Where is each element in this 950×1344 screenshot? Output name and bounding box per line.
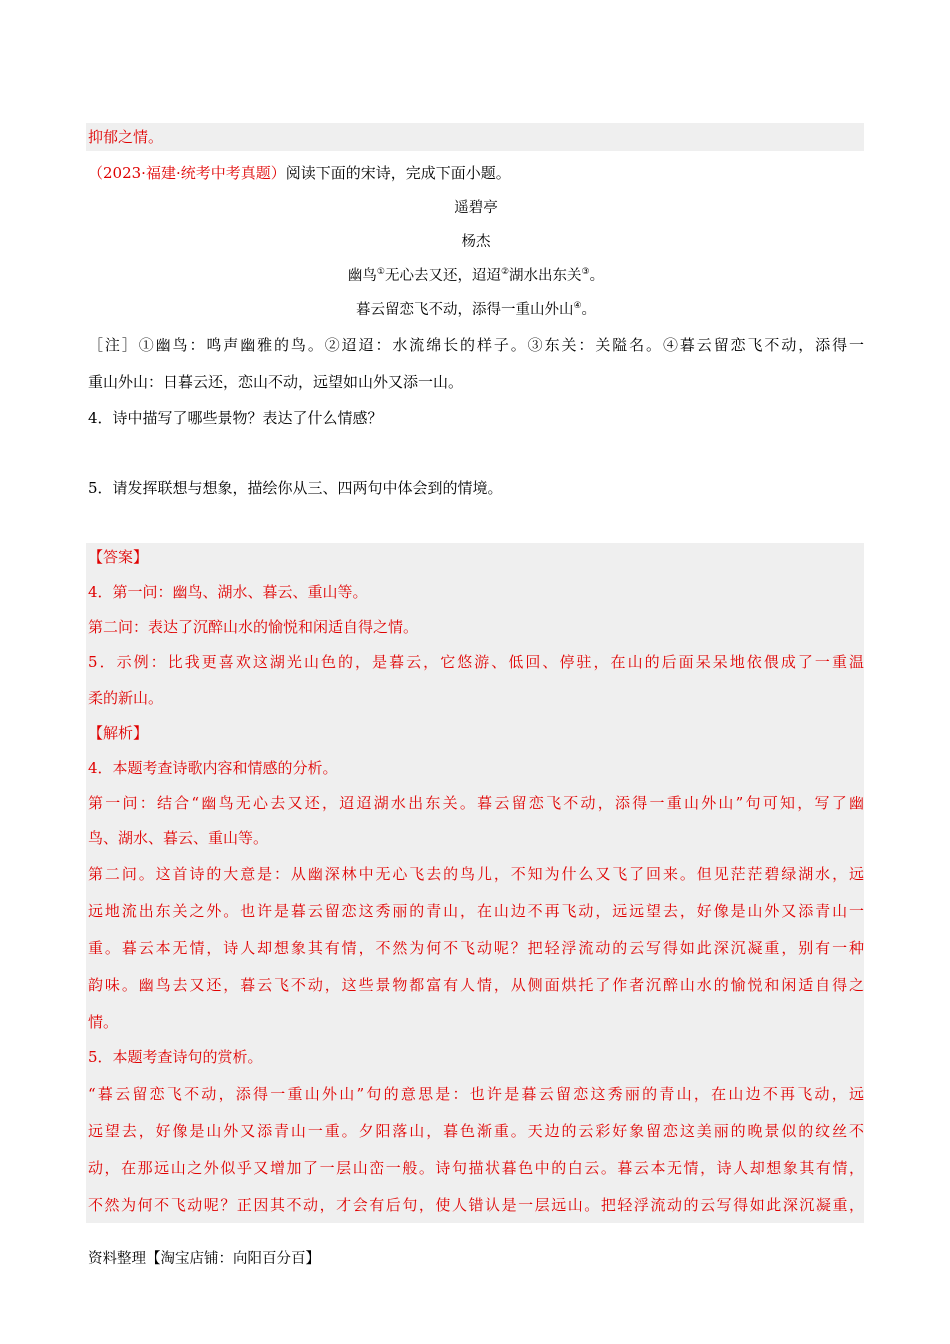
analysis-5-line-4: 不然为何不飞动呢？正因其不动，才会有后句，使人错认是一层远山。把轻浮流动的云写得如此深沉凝重，	[88, 1196, 864, 1214]
analysis-4-q1-line-1: 第一问：结合“幽鸟无心去又还，迢迢湖水出东关。暮云留恋飞不动，添得一重山外山”句可知，写了幽	[88, 794, 864, 812]
analysis-5-title: 5．本题考查诗句的赏析。	[88, 1048, 263, 1066]
answer-residual-text: 抑郁之情。	[88, 128, 164, 146]
poem-title: 遥碧亭	[454, 200, 498, 216]
poem-notes-line-2: 重山外山：日暮云还，恋山不动，远望如山外又添一山。	[88, 373, 464, 391]
analysis-4-q1-line-2: 鸟、湖水、暮云、重山等。	[88, 829, 269, 847]
page-footer: 资料整理【淘宝店铺：向阳百分百】	[88, 1251, 320, 1267]
analysis-4-q2-line-1: 第二问。这首诗的大意是：从幽深林中无心飞去的鸟儿，不知为什么又飞了回来。但见茫茫碧绿湖水，远	[88, 865, 864, 883]
question-intro	[88, 155, 864, 191]
poem-line-1	[88, 259, 864, 293]
analysis-4-q2-line-3: 重。暮云本无情，诗人却想象其有情，不然为何不飞动呢？把轻浮流动的云写得如此深沉凝重，别有一种	[88, 939, 864, 957]
answer-5-line-1: 5．示例：比我更喜欢这湖光山色的，是暮云，它悠游、低回、停驻，在山的后面呆呆地依偎成了一重温	[88, 653, 864, 671]
footnote-mark: ④	[573, 301, 582, 311]
poem-text: 。	[589, 268, 605, 284]
poem-text: 湖水出东关	[509, 268, 582, 284]
question-4: 4．诗中描写了哪些景物？表达了什么情感？	[88, 409, 383, 427]
poem-author: 杨杰	[461, 234, 491, 250]
poem-text: 无心去又还，迢迢	[384, 268, 501, 284]
answer-4-part-1: 4．第一问：幽鸟、湖水、暮云、重山等。	[88, 583, 368, 601]
question-source: （2023·福建·统考中考真题）	[88, 164, 286, 182]
answer-5-line-2: 柔的新山。	[88, 689, 164, 707]
answer-4-part-2: 第二问：表达了沉醉山水的愉悦和闲适自得之情。	[88, 618, 419, 636]
poem-text: 暮云留恋飞不动，添得一重山外山	[355, 302, 574, 318]
footnote-mark: ②	[500, 267, 510, 277]
question-5: 5．请发挥联想与想象，描绘你从三、四两句中体会到的情境。	[88, 479, 503, 497]
poem-notes-line-1: ［注］①幽鸟：鸣声幽雅的鸟。②迢迢：水流绵长的样子。③东关：关隘名。④暮云留恋飞不动，添得一	[88, 336, 864, 354]
analysis-4-q2-line-2: 远地流出东关之外。也许是暮云留恋这秀丽的青山，在山边不再飞动，远远望去，好像是山外又添青山一	[88, 902, 864, 920]
poem-text: 。	[581, 302, 597, 318]
poem-text: 幽鸟	[347, 268, 377, 284]
analysis-5-line-3: 动，在那远山之外似乎又增加了一层山峦一般。诗句描状暮色中的白云。暮云本无情，诗人却想象其有情，	[88, 1159, 864, 1177]
analysis-5-line-1: “暮云留恋飞不动，添得一重山外山”句的意思是：也许是暮云留恋这秀丽的青山，在山边不再飞动，远	[88, 1085, 864, 1103]
analysis-4-title: 4．本题考查诗歌内容和情感的分析。	[88, 759, 338, 777]
footnote-mark: ①	[376, 267, 385, 277]
answer-heading: 【答案】	[88, 548, 149, 566]
analysis-5-line-2: 远望去，好像是山外又添青山一重。夕阳落山，暮色渐重。天边的云彩好象留恋这美丽的晚景似的纹丝不	[88, 1122, 864, 1140]
analysis-4-q2-line-5: 情。	[88, 1013, 119, 1031]
analysis-heading: 【解析】	[88, 724, 149, 742]
question-instruction: 阅读下面的宋诗，完成下面小题。	[285, 164, 511, 182]
analysis-4-q2-line-4: 韵味。幽鸟去又还，暮云飞不动，这些景物都富有人情，从侧面烘托了作者沉醉山水的愉悦和闲适自得之	[88, 976, 864, 994]
poem-line-2	[88, 293, 864, 327]
footnote-mark: ③	[581, 267, 590, 277]
